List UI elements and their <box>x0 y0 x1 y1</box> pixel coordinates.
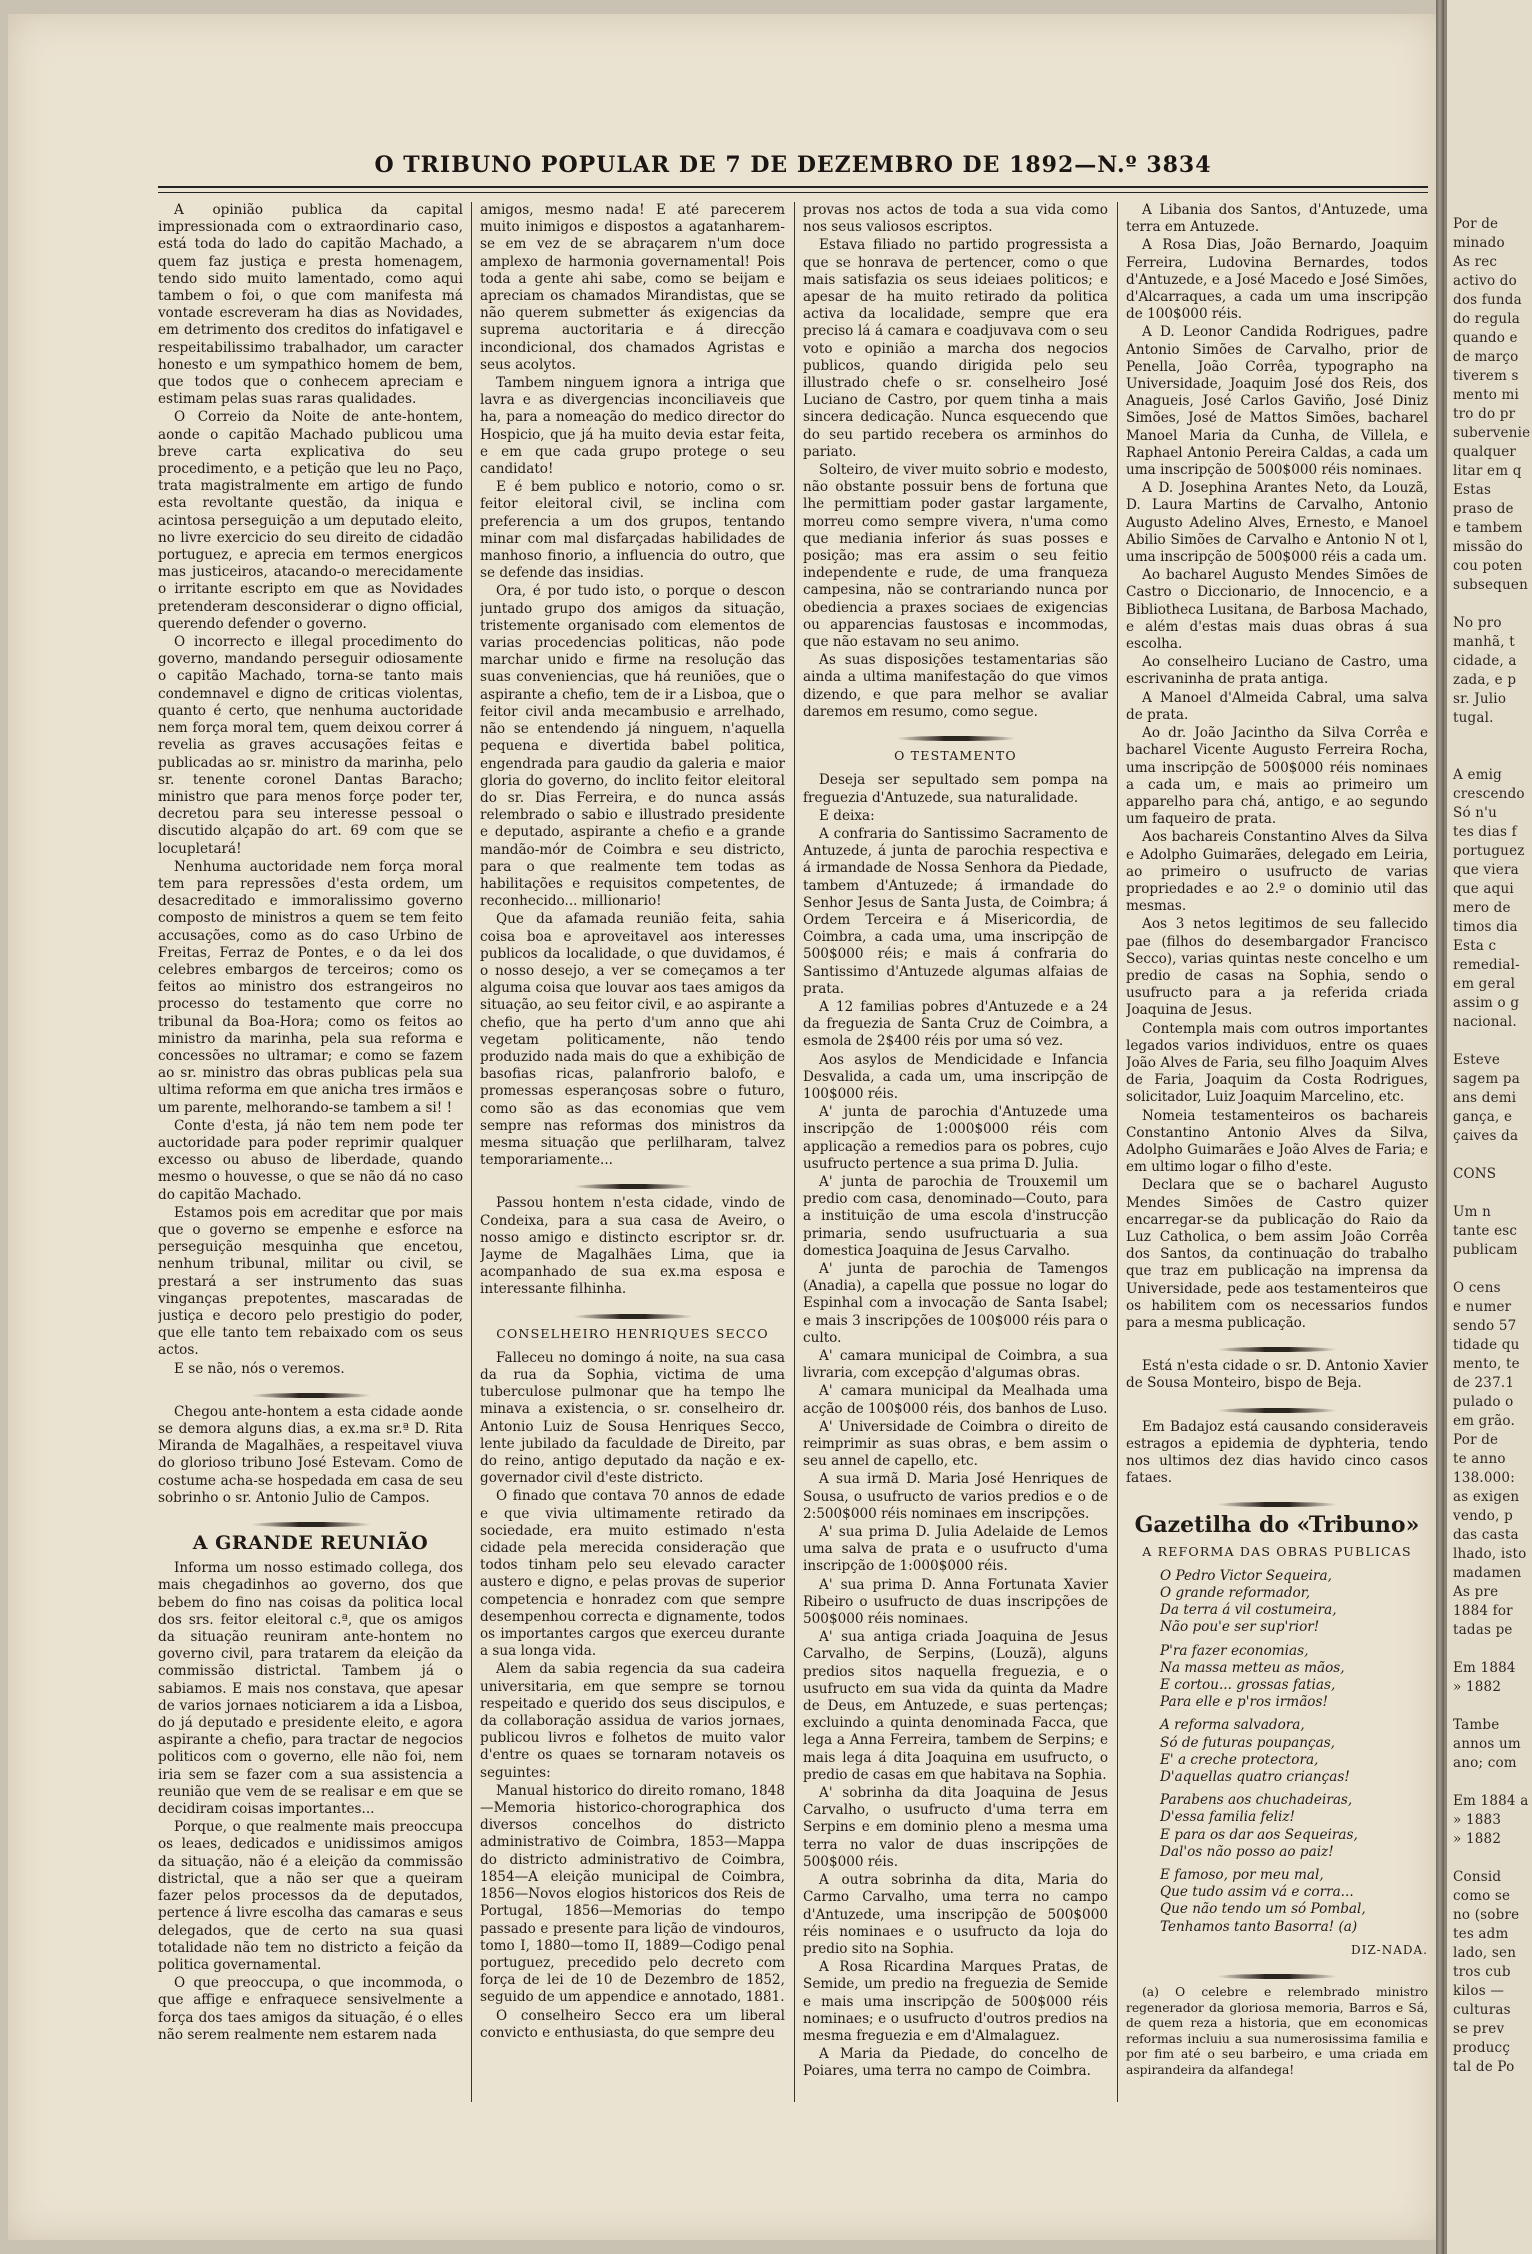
article-paragraph: A' sua antiga criada Joaquina de Jesus Carvalho, de Serpins, (Louzã), alguns predios sitos naquella freguezia, e o usufructo em sua vida da quinta da Madre de Deus, em Antuzede, e suas pertenças; excluindo a quinta denominada Facca, que lega a Anna Ferreira, tambem de Serpins; e mais lega á dita Joaquina em usufructo, o predio de casas em que habitava na Sophia. <box>803 1629 1108 1783</box>
ornament-mark <box>251 1522 371 1527</box>
article-paragraph: Falleceu no domingo á noite, na sua casa da rua da Sophia, victima de uma tuberculose pulmonar que ha tempo lhe minava a existencia, o sr. conselheiro dr. Antonio Luiz de Sousa Henriques Secco, lente jubilado da faculdade de Direito, par do reino, antigo deputado da nação e ex-governador civil d'este districto. <box>480 1349 785 1487</box>
ornament-divider <box>1126 1495 1428 1505</box>
article-paragraph: O finado que contava 70 annos de edade e que vivia ultimamente retirado da sociedade, era muito estimado n'esta cidade pela merecida consideração que todos tinham pelo seu elevado caracter austero e digno, e pelas provas de superior competencia e honradez com que sempre desempenhou correcta e dignamente, todos os importantes cargos que exerceu durante a sua longa vida. <box>480 1488 785 1660</box>
article-paragraph: Alem da sabia regencia da sua cadeira universitaria, em que sempre se tornou respeitado e querido dos seus discipulos, e da collaboração assidua de varios jornaes, publicou livros e folhetos de muito valor d'entre os quaes se tornaram notaveis os seguintes: <box>480 1661 785 1781</box>
article-paragraph: A' sobrinha da dita Joaquina de Jesus Carvalho, o usufructo d'uma terra em Serpins e em dominio pleno a mesma uma terra no valor de duas inscripções de 500$000 réis. <box>803 1785 1108 1870</box>
fragment-line: Tambe <box>1453 1717 1500 1733</box>
fragment-line: portuguez <box>1453 843 1525 859</box>
article-paragraph: A Maria da Piedade, do concelho de Poiares, uma terra no campo de Coimbra. <box>803 2046 1108 2080</box>
fragment-line <box>1453 1184 1532 1203</box>
article-paragraph: A outra sobrinha da dita, Maria do Carmo Carvalho, uma terra no campo d'Antuzede, uma inscripção de 500$000 réis nominaes e o usufructo da loja do predio sito na Sophia. <box>803 1872 1108 1957</box>
article-paragraph: A' Universidade de Coimbra o direito de reimprimir as suas obras, e bem assim o seu annel de capello, etc. <box>803 1418 1108 1470</box>
fragment-line: tugal. <box>1453 710 1494 726</box>
article-paragraph: Chegou ante-hontem a esta cidade aonde se demora alguns dias, a ex.ma sr.ª D. Rita Miranda de Magalhães, a respeitavel viuva do glorioso tribuno José Estevam. Como de costume acha-se hospedada em casa de seu sobrinho o sr. Antonio Julio de Campos. <box>158 1403 463 1506</box>
fragment-line: se prev <box>1453 2021 1505 2037</box>
fragment-line <box>1453 1849 1532 1868</box>
article-paragraph: Estava filiado no partido progressista a que se honrava de pertencer, como o que mais satisfazia os seus ideiaes politicos; e apesar de ha muito retirado da politica activa da localidade, sempre que era preciso lá á camara e coadjuvava com o seu voto e opinião a marcha dos negocios publicos, quando dirigida pelo seu illustrado chefe o sr. conselheiro José Luciano de Castro, por quem tinha a mais sincera dedicação. Nunca esquecendo que do seu partido recebera os arminhos do pariato. <box>803 237 1108 460</box>
article-paragraph: E se não, nós o veremos. <box>174 1360 345 1377</box>
article-paragraph: Manual historico do direito romano, 1848—Memoria historico-chorographica dos diversos concelhos do districto administrativo de Coimbra, 1853—Mappa do districto administrativo de Coimbra, 1854—A eleição municipal de Coimbra, 1856—Novos elogios historicos dos Reis de Portugal, 1856—Memorias do tempo passado e presente para lição de vindouros, tomo I, 1880—tomo II, 1889—Codigo penal portuguez, precedido pelo decreto com força de lei de 10 de Dezembro de 1852, seguido de um appendice e annotado, 1881. <box>480 1782 785 2006</box>
fragment-line: timos dia <box>1453 919 1518 935</box>
poem-line: E' a creche protectora, <box>1160 1751 1319 1768</box>
column-2 <box>480 202 785 2102</box>
footnote: (a) O celebre e relembrado ministro regenerador da gloriosa memoria, Barros e Sá, de quem reza a historia, que em economicas reformas incluiu a sua numerosissima familia e por fim até o seu barbeiro, e uma criada em aspirandeira da alfandega! <box>1126 1985 1428 2077</box>
fragment-line: zada, e p <box>1453 672 1517 688</box>
fragment-line: Em 1884 <box>1453 1660 1516 1676</box>
fragment-line: ano; com <box>1453 1755 1517 1771</box>
fragment-line: ans demi <box>1453 1090 1517 1106</box>
article-paragraph: A sua irmã D. Maria José Henriques de Sousa, o usufructo de varios predios e o de 2:500$000 réis nominaes em inscripções. <box>803 1471 1108 1522</box>
article-paragraph: Ora, é por tudo isto, o porque o descon juntado grupo dos amigos da situação, tristemente organisado com elementos de varias procedencias politicas, não pode marchar unido e firme na resolução das suas conveniencias, que há reuniões, que o aspirante a chefio, tem de ir a Lisboa, que o feitor civil anda mecambusio e arrelhado, não se entendendo já ninguem, n'aquella pequena e divertida babel politica, engendrada para gaudio da galeria e maior gloria do governo, do inclito feitor eleitoral do sr. Dias Ferreira, e do nunca assás relembrado o sabio e illustrado presidente e deputado, aspirante a chefio e a grande mandão-mór de Coimbra e seu districto, para o que realmente tem todas as habilitações e requisitos competentes, de reconhecido... millionario! <box>480 583 785 910</box>
fragment-line: que aqui <box>1453 881 1514 897</box>
masthead-rule <box>158 186 1428 193</box>
poem-line: Tenhamos tanto Basorra! (a) <box>1160 1918 1358 1935</box>
fragment-line: subsequen <box>1453 577 1529 593</box>
poem-line: Que tudo assim vá e corra... <box>1160 1884 1354 1901</box>
newspaper-page <box>8 14 1438 2240</box>
fragment-line: lhado, isto <box>1453 1546 1527 1562</box>
fragment-line: dos funda <box>1453 292 1522 308</box>
fragment-line: no (sobre <box>1453 1907 1520 1923</box>
fragment-line: e tambem <box>1453 520 1523 536</box>
fragment-line: A emig <box>1453 767 1502 783</box>
ornament-divider <box>480 1177 785 1187</box>
fragment-line: Em 1884 a <box>1453 1793 1529 1809</box>
masthead: O TRIBUNO POPULAR DE 7 DE DEZEMBRO DE 1892—N.º 3834 <box>374 152 1212 178</box>
fragment-line: do regula <box>1453 311 1521 327</box>
article-paragraph: Conte d'esta, já não tem nem pode ter auctoridade para poder reprimir qualquer excesso ou abuso de liberdade, quando mesmo o houvesse, o que se não dá no caso do capitão Machado. <box>158 1117 463 1203</box>
fragment-line <box>1453 595 1532 614</box>
ornament-mark <box>1217 1408 1337 1413</box>
article-paragraph: A' camara municipal de Coimbra, a sua livraria, com excepção d'algumas obras. <box>803 1348 1108 1382</box>
fragment-line <box>1453 747 1532 766</box>
fragment-line: gança, e <box>1453 1109 1513 1125</box>
article-paragraph: A opinião publica da capital impressionada com o extraordinario caso, está toda do lado do capitão Machado, a quem faz justiça e presta homenagem, tendo sido muito lamentado, como aqui tambem o foi, o que com manifesta má vontade escreveram ha dias as Novidades, em detrimento dos creditos do infatigavel e respeitabilissimo trabalhador, um caracter honesto e um sympathico homem de bem, que todos que o conhecem apreciam e estimam pelas suas raras qualidades. <box>158 202 463 408</box>
fragment-line <box>1453 1773 1532 1792</box>
article-paragraph: O conselheiro Secco era um liberal convicto e enthusiasta, do que sempre deu <box>480 2007 785 2041</box>
article-paragraph: Declara que se o bacharel Augusto Mendes Simões de Castro quizer encarregar-se da publicação do Raio da Luz Catholica, o bem assim João Corrêa dos Santos, da continuação do trabalho que traz em publicação na imprensa da Universidade, pede aos testamenteiros que os habilitem com os necessarios fundos para a mesma publicação. <box>1126 1177 1428 1331</box>
column-4 <box>1126 202 1428 2102</box>
article-paragraph: A' sua prima D. Julia Adelaide de Lemos uma salva de prata e o usufructo d'uma inscripção de 1:000$000 réis. <box>803 1524 1108 1575</box>
article-paragraph: Contempla mais com outros importantes legados varios individuos, entre os quaes João Alves de Faria, seu filho Joaquim Alves de Faria, Joaquim da Costa Rodrigues, solicitador, Luiz Joaquim Marcelino, etc. <box>1126 1020 1428 1106</box>
fragment-line: No pro <box>1453 615 1502 631</box>
fragment-line: de março <box>1453 349 1519 365</box>
fragment-line <box>1453 1260 1532 1279</box>
article-paragraph: provas nos actos de toda a sua vida como nos seus valiosos escriptos. <box>803 202 1108 236</box>
fragment-line <box>1453 728 1532 747</box>
fragment-line: pulado o <box>1453 1394 1514 1410</box>
column-3 <box>803 202 1108 2102</box>
fragment-line: e numer <box>1453 1299 1512 1315</box>
poem-line: Na massa metteu as mãos, <box>1160 1659 1345 1676</box>
fragment-line: tidade qu <box>1453 1337 1520 1353</box>
fragment-line: quando e <box>1453 330 1518 346</box>
fragment-line: lado, sen <box>1453 1945 1517 1961</box>
fragment-line: subervenie <box>1453 425 1531 441</box>
poem-line: Dal'os não posso ao paiz! <box>1160 1843 1334 1860</box>
fragment-line: As rec <box>1453 254 1498 270</box>
article-paragraph: A' camara municipal da Mealhada uma acção de 100$000 réis, dos banhos de Luso. <box>803 1383 1108 1417</box>
article-paragraph: A' junta de parochia d'Antuzede uma inscripção de 1:000$000 réis com applicação a remedios para os pobres, cujo usufructo pertence a sua prima D. Julia. <box>803 1104 1108 1172</box>
article-paragraph: A confraria do Santissimo Sacramento de Antuzede, á junta de parochia respectiva e á irmandade de Nossa Senhora da Piedade, tambem d'Antuzede; á irmandade do Senhor Jesus de Santa Justa, de Coimbra; á Ordem Terceira e á Misericordia, de Coimbra, a cada uma, uma inscripção de 500$000 réis; e mais á confraria do Santissimo d'Antuzede algumas alfaias de prata. <box>803 825 1108 997</box>
fragment-line: tal de Po <box>1453 2059 1515 2075</box>
fragment-line: Por de <box>1453 216 1499 232</box>
fragment-line <box>1453 1697 1532 1716</box>
poem-line: D'aquellas quatro crianças! <box>1160 1769 1350 1786</box>
poem-line: E famoso, por meu mal, <box>1160 1867 1324 1884</box>
fragment-line: CONS <box>1453 1166 1497 1182</box>
ornament-mark <box>1217 1974 1337 1979</box>
poem-line: Parabens aos chuchadeiras, <box>1160 1792 1353 1809</box>
fragment-line: praso de <box>1453 501 1514 517</box>
fragment-line: tante esc <box>1453 1223 1518 1239</box>
page-fold <box>1436 0 1444 2254</box>
fragment-line: publicam <box>1453 1242 1518 1258</box>
fragment-line: Estas <box>1453 482 1492 498</box>
article-paragraph: Informa um nosso estimado collega, dos mais chegadinhos ao governo, dos que bebem do fino nas coisas da politica local dos srs. feitor eleitoral c.ª, que os amigos da situação reuniram ante-hontem no governo civil, para tratarem da eleição da commissão districtal. Tambem já o sabiamos. E mais nos constava, que apesar de varios jornaes noticiarem a ida a Lisboa, do já deputado e presidente eleito, e agora aspirante a chefio, para tractar de negocios politicos com o governo, elle não foi, nem iria sem se fazer com a sua assistencia a reunião que vem de se realisar e em que se decidiram coisas importantes... <box>158 1560 463 1818</box>
column-divider <box>1117 202 1118 2102</box>
column-divider <box>794 202 795 2102</box>
poem-line: E para os dar aos Sequeiras, <box>1160 1826 1358 1843</box>
ornament-divider <box>1126 1401 1428 1411</box>
poem-line: O Pedro Victor Sequeira, <box>1160 1567 1332 1584</box>
fragment-line: nacional. <box>1453 1014 1517 1030</box>
fragment-line: » 1882 <box>1453 1831 1502 1847</box>
section-title: CONSELHEIRO HENRIQUES SECCO <box>496 1325 769 1341</box>
poem-line: A reforma salvadora, <box>1160 1717 1305 1734</box>
fragment-line: tiverem s <box>1453 368 1519 384</box>
fragment-line: te anno <box>1453 1451 1506 1467</box>
fragment-line: annos um <box>1453 1736 1521 1752</box>
adjacent-page-text <box>1447 0 1532 2077</box>
fragment-line: Esta c <box>1453 938 1497 954</box>
fragment-line: producç <box>1453 2040 1511 2056</box>
ornament-divider <box>1126 1340 1428 1350</box>
fragment-line: mento mi <box>1453 387 1520 403</box>
fragment-line <box>1453 1032 1532 1051</box>
fragment-line: tes adm <box>1453 1926 1509 1942</box>
ornament-mark <box>251 1393 371 1398</box>
fragment-line: cou poten <box>1453 558 1523 574</box>
article-paragraph: amigos, mesmo nada! E até parecerem muito inimigos e dispostos a agatanharem-se em vez de se abraçarem n'um doce amplexo de harmonia governamental! Pois toda a gente ahi sabe, como se beijam e apreciam os chamados Mirandistas, que se não querem submetter ás exigencias da suprema auctoritaria e á direcção incondicional, dos chamados Agristas e seus acolytos. <box>480 202 785 373</box>
fragment-line: crescendo <box>1453 786 1525 802</box>
fragment-line: tro do pr <box>1453 406 1516 422</box>
ornament-mark <box>573 1184 693 1189</box>
ornament-mark <box>1217 1347 1337 1352</box>
gazetilha-title: Gazetilha do «Tribuno» <box>1134 1512 1420 1539</box>
article-paragraph: E é bem publico e notorio, como o sr. feitor eleitoral civil, se inclina com preferencia a um dos grupos, tentando minar com mal disfarçadas habilidades de manhoso finorio, a influencia do outro, que se defende das insidias. <box>480 479 785 582</box>
fragment-line: Consid <box>1453 1869 1502 1885</box>
fragment-line: as exigen <box>1453 1489 1520 1505</box>
poem-line: E cortou... grossas fatias, <box>1160 1677 1336 1694</box>
fragment-line: madamen <box>1453 1565 1522 1581</box>
fragment-line: O cens <box>1453 1280 1501 1296</box>
article-paragraph: A Rosa Dias, João Bernardo, Joaquim Ferreira, Ludovina Bernardes, todos d'Antuzede, e a José Macedo e José Simões, d'Alcarraques, a cada um uma inscripção de 100$000 réis. <box>1126 237 1428 323</box>
fragment-line: em grão. <box>1453 1413 1516 1429</box>
fragment-line: mento, te <box>1453 1356 1520 1372</box>
fragment-line: Um n <box>1453 1204 1491 1220</box>
poem-line: Para elle e p'ros irmãos! <box>1160 1694 1328 1711</box>
ornament-divider <box>803 729 1108 739</box>
fragment-line: Só n'u <box>1453 805 1497 821</box>
fragment-line: mero de <box>1453 900 1511 916</box>
article-paragraph: Ao conselheiro Luciano de Castro, uma escrivaninha de prata antiga. <box>1126 654 1428 688</box>
column-divider <box>471 202 472 2102</box>
article-paragraph: A Manoel d'Almeida Cabral, uma salva de prata. <box>1126 689 1428 723</box>
fragment-line: qualquer <box>1453 444 1517 460</box>
section-title: A GRANDE REUNIÃO <box>192 1532 429 1555</box>
fragment-line: litar em q <box>1453 463 1522 479</box>
article-paragraph: E deixa: <box>819 807 875 824</box>
fragment-line: de 237.1 <box>1453 1375 1515 1391</box>
article-paragraph: Aos asylos de Mendicidade e Infancia Desvalida, a cada um, uma inscripção de 100$000 réis. <box>803 1051 1108 1102</box>
gazetilha-subtitle: A REFORMA DAS OBRAS PUBLICAS <box>1142 1543 1412 1559</box>
article-paragraph: A' sua prima D. Anna Fortunata Xavier Ribeiro o usufructo de duas inscripções de 500$000 réis nominaes. <box>803 1576 1108 1628</box>
ornament-mark <box>896 736 1016 741</box>
article-paragraph: O Correio da Noite de ante-hontem, aonde o capitão Machado publicou uma breve carta explicativa do seu procedimento, e a petição que leu no Paço, trata magistralmente em artigo de fundo esta revoltante questão, da iniqua e acintosa perseguição a um deputado eleito, no livre exercicio do seu direito de cidadão portuguez, e aprecia em termos energicos mas justiceiros, atacando-o merecidamente o irritante escripto em que as Novidades pretenderam desconsiderar o digno official, querendo defender o governo. <box>158 409 463 632</box>
fragment-line: que viera <box>1453 862 1519 878</box>
poem-line: Não pou'e ser sup'rior! <box>1160 1619 1320 1636</box>
poem-signature: DIZ-NADA. <box>1350 1942 1428 1957</box>
fragment-line: sr. Julio <box>1453 691 1507 707</box>
poem-line: P'ra fazer economias, <box>1160 1642 1309 1659</box>
column-1 <box>158 202 463 2102</box>
article-paragraph: Porque, o que realmente mais preoccupa os leaes, dedicados e unidissimos amigos da situação, não é a eleição da commissão districtal, que a não ser que a queiram fazer pelos processos da de deputados, pertence á livre escolha das camaras e seus delegados, que de certo na sua quasi totalidade não tem no districto a feição da politica governamental. <box>158 1819 463 1973</box>
fragment-line: » 1882 <box>1453 1679 1502 1695</box>
ornament-divider <box>158 1515 463 1525</box>
ornament-mark <box>1217 1502 1337 1507</box>
fragment-line <box>1453 1640 1532 1659</box>
fragment-line: tes dias f <box>1453 824 1517 840</box>
article-paragraph: A Libania dos Santos, d'Antuzede, uma terra em Antuzede. <box>1126 202 1428 236</box>
poem-line: Da terra á vil costumeira, <box>1160 1602 1337 1619</box>
fragment-line: tros cub <box>1453 1964 1511 1980</box>
article-paragraph: O incorrecto e illegal procedimento do governo, mandando perseguir odiosamente o capitão Machado, torna-se tanto mais condemnavel e digno de criticas violentas, quanto é certo, que nenhuma auctoridade nem força moral tem, quem deixou correr á revelia as graves accusações feitas e publicadas ao sr. ministro da marinha, pelo sr. tenente coronel Dantas Baracho; ministro que para menos forçe poder ter, decretou para seu interesse pessoal o discutido alçapão do art. 69 com que se locupletará! <box>158 634 463 857</box>
article-paragraph: Estamos pois em acreditar que por mais que o governo se empenhe e esforce na perseguição mesquinha que encetou, nenhum tribunal, militar ou civil, se prestará a ser instrumento das suas vinganças prepotentes, mascaradas de justiça e decoro pelo prestigio do poder, que elle tanto tem rebaixado com os seus actos. <box>158 1204 463 1359</box>
fragment-line: vendo, p <box>1453 1508 1513 1524</box>
article-paragraph: As suas disposições testamentarias são ainda a ultima manifestação do que vimos dizendo, e que para melhor se avaliar daremos em resumo, como segue. <box>803 652 1108 720</box>
ornament-divider <box>480 1307 785 1317</box>
article-paragraph: A' junta de parochia de Trouxemil um predio com casa, denominado—Couto, para a instituição de uma escola d'instrucção primaria, sendo usufructuaria a sua domestica Joaquina de Jesus Carvalho. <box>803 1173 1108 1259</box>
article-paragraph: Que da afamada reunião feita, sahia coisa boa e aproveitavel aos interesses publicos da localidade, o que duvidamos, é o nosso desejo, a ver se começamos a ter alguma coisa que louvar aos taes amigos da situação, ao seu feitor civil, e ao aspirante a chefio, que ha perto d'um anno que ahi vegetam politicamente, não tendo produzido nada mais do que a exhibição de basofias ricas, palanfrorio balofo, e promessas esperançosas sobre o futuro, como são as das economias que vem sempre nas reformas dos ministros da mesma situação que perlilharam, talvez temporariamente... <box>480 911 785 1169</box>
poem <box>1126 1568 1428 1936</box>
article-paragraph: A' junta de parochia de Tamengos (Anadia), a capella que possue no logar do Espinhal com a invocação de Santa Isabel; e mais 3 inscripções de 100$000 réis para o culto. <box>803 1260 1108 1346</box>
adjacent-page-edge <box>1444 0 1532 2254</box>
article-paragraph: A 12 familias pobres d'Antuzede e a 24 da freguezia de Santa Cruz de Coimbra, a esmola de 2$400 réis por uma só vez. <box>803 998 1108 1050</box>
article-paragraph: Ao bacharel Augusto Mendes Simões de Castro o Diccionario, de Innocencio, e a Bibliotheca Lusitana, de Barbosa Machado, e além d'estas mais duas obras á sua escolha. <box>1126 567 1428 653</box>
article-paragraph: A Rosa Ricardina Marques Pratas, de Semide, um predio na freguezia de Semide e mais uma inscripção de 500$000 réis nominaes; e o usufructo d'outros predios na mesma freguezia e em d'Almalaguez. <box>803 1959 1108 2044</box>
section-title: O TESTAMENTO <box>894 748 1017 764</box>
poem-line: O grande reformador, <box>1160 1585 1311 1602</box>
fragment-line: das casta <box>1453 1527 1519 1543</box>
article-paragraph: A D. Leonor Candida Rodrigues, padre Antonio Simões de Carvalho, prior de Penella, João Corrêa, typographo na Universidade, Joaquim José dos Reis, dos Anagueis, José Carlos Gaviño, José Diniz Simões, José de Mattos Simões, bacharel Manoel Maria da Cunha, de Villela, e Raphael Antonio Pereira Caldas, a cada um uma inscripção de 500$000 réis nominaes. <box>1126 324 1428 479</box>
fragment-line: culturas <box>1453 2002 1511 2018</box>
article-paragraph: Passou hontem n'esta cidade, vindo de Condeixa, para a sua casa de Aveiro, o nosso amigo e distincto escriptor sr. dr. Jayme de Magalhães Lima, que ia acompanhado de sua ex.ma esposa e interessante filhinha. <box>480 1195 785 1298</box>
fragment-line: sendo 57 <box>1453 1318 1517 1334</box>
fragment-line: manhã, t <box>1453 634 1515 650</box>
ornament-divider <box>158 1386 463 1396</box>
poem-line: Que não tendo um só Pombal, <box>1160 1901 1366 1918</box>
fragment-line: » 1883 <box>1453 1812 1502 1828</box>
article-paragraph: Solteiro, de viver muito sobrio e modesto, não obstante possuir bens de fortuna que lhe permittiam poder gastar largamente, morreu como sempre vivera, n'uma como que mediania inferior ás suas posses e posição; mas era assim o seu feitio independente e rude, de uma franqueza campesina, não se contrariando nunca por obediencia a praxes sociaes de exigencias ou apparencias faustosas e incommodas, que não estavam no seu animo. <box>803 462 1108 651</box>
fragment-line: missão do <box>1453 539 1524 555</box>
fragment-line: çaives da <box>1453 1128 1519 1144</box>
fragment-line: tadas pe <box>1453 1622 1513 1638</box>
fragment-line: kilos — <box>1453 1983 1505 1999</box>
article-paragraph: Em Badajoz está causando consideraveis estragos a epidemia de dyphteria, tendo nos ultimos dez dias havido cinco casos fataes. <box>1126 1418 1428 1487</box>
fragment-line: Por de <box>1453 1432 1499 1448</box>
fragment-line: activo do <box>1453 273 1517 289</box>
article-paragraph: Ao dr. João Jacintho da Silva Corrêa e bacharel Vicente Augusto Ferreira Rocha, uma inscripção de 500$000 réis nominaes a cada um, e mais ao primeiro um apparelho para chá, antigo, e ao segundo um faqueiro de prata. <box>1126 725 1428 828</box>
poem-line: Só de futuras poupanças, <box>1160 1734 1336 1751</box>
fragment-line: assim o g <box>1453 995 1520 1011</box>
fragment-line: cidade, a <box>1453 653 1517 669</box>
article-paragraph: O que preoccupa, o que incommoda, o que affige e enfraquece sensivelmente a força dos taes amigos da situação, é o elles não serem realmente nem estarem nada <box>158 1975 463 2043</box>
ornament-divider <box>1126 1967 1428 1977</box>
fragment-line: remedial- <box>1453 957 1520 973</box>
article-paragraph: A D. Josephina Arantes Neto, da Louzã, D. Laura Martins de Carvalho, Antonio Augusto Adelino Alves, Ernesto, e Manoel Abilio Simões de Carvalho e Antonio N ot l, uma inscripção de 500$000 réis a cada um. <box>1126 480 1428 566</box>
article-paragraph: Deseja ser sepultado sem pompa na freguezia d'Antuzede, sua naturalidade. <box>803 772 1108 806</box>
fragment-line: As pre <box>1453 1584 1499 1600</box>
fragment-line: em geral <box>1453 976 1516 992</box>
fragment-line: como se <box>1453 1888 1511 1904</box>
article-paragraph: Nomeia testamenteiros os bachareis Constantino Antonio Alves da Silva, Adolpho Guimarães e João Alves de Faria; e em ultimo logar o filho d'este. <box>1126 1107 1428 1176</box>
ornament-mark <box>573 1314 693 1319</box>
fragment-line: 1884 for <box>1453 1603 1513 1619</box>
fragment-line: Esteve <box>1453 1052 1501 1068</box>
fragment-line <box>1453 1146 1532 1165</box>
article-paragraph: Está n'esta cidade o sr. D. Antonio Xavier de Sousa Monteiro, bispo de Beja. <box>1126 1358 1428 1392</box>
fragment-line: 138.000: <box>1453 1470 1515 1486</box>
article-paragraph: Aos 3 netos legitimos de seu fallecido pae (filhos do desembargador Francisco Secco), varias quintas neste concelho e um predio de casas na Sophia, sendo o usufructo para a ja referida criada Joaquina de Jesus. <box>1126 916 1428 1019</box>
article-paragraph: Nenhuma auctoridade nem força moral tem para repressões d'esta ordem, um desacreditado e immoralissimo governo composto de ministros a quem se tem feito accusações, como as do caso Urbino de Freitas, Ferraz de Pontes, e o da lei dos celebres embargos de terceiros; como os feitos ao ministro dos estrangeiros no processo do testamento que corre no tribunal da Boa-Hora; como os feitos ao ministro da marinha, pela sua reforma e concessões no ultramar; e como se fazem ao sr. ministro das obras publicas pela sua ultima reforma em que anicha tres irmãos e um parente, melhorando-se tambem a si! ! <box>158 858 463 1116</box>
article-paragraph: Tambem ninguem ignora a intriga que lavra e as divergencias inconciliaveis que ha, para a nomeação do medico director do Hospicio, que já ha muito devia estar feita, e em que cada grupo protege o seu candidato! <box>480 375 785 478</box>
fragment-line: minado <box>1453 235 1505 251</box>
poem-line: D'essa familia feliz! <box>1160 1809 1295 1826</box>
fragment-line: sagem pa <box>1453 1071 1520 1087</box>
article-paragraph: Aos bachareis Constantino Alves da Silva e Adolpho Guimarães, delegado em Leiria, ao primeiro o usufructo de varias propriedades e ao 2.º o dominio util das mesmas. <box>1126 829 1428 915</box>
